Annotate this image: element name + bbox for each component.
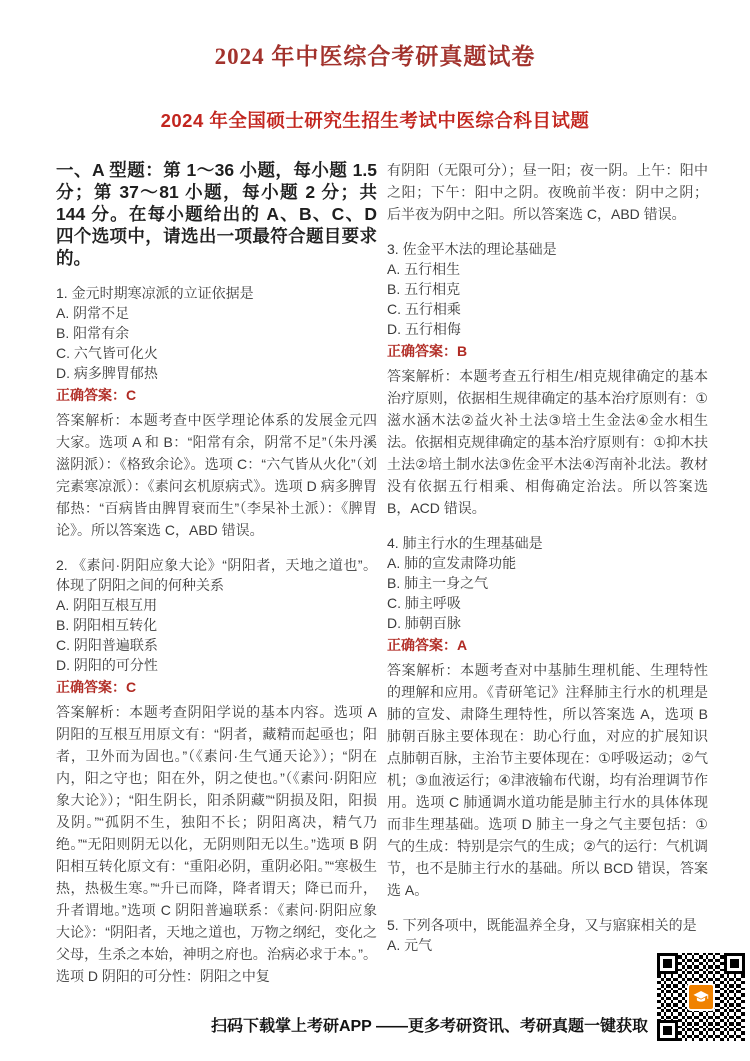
question-2-answer-line xyxy=(56,677,377,697)
graduation-cap-icon xyxy=(692,988,710,1006)
footer xyxy=(0,950,748,1044)
question-4-analysis: 答案解析：本题考查对中基肺生理机能、生理特性的理解和应用。《青研笔记》注释肺主行水的机理是肺的宣发、肃降生理特性，所以答案选 A，选项 B 肺朝百脉主要体现在：助心行血，对应的扩展知识点肺朝百脉，主治节主要体现在：①呼吸运动；②气机；③血液运行；④津液输布代谢，均有治理调节作用。选项 C 肺通调水道功能是肺主行水的具体体现而非生理基础。选项 D 肺主一身之气主要包括：①气的生成：特别是宗气的生成；②气的运行：气机调节，也不是肺主行水的基础。所以 BCD 错误，答案选 A。 xyxy=(387,662,708,898)
question-2-option-b: B. 阴阳相互转化 xyxy=(56,617,158,633)
question-5 xyxy=(387,915,708,955)
question-4-option-d: D. 肺朝百脉 xyxy=(387,615,461,631)
question-3-option-d: D. 五行相侮 xyxy=(387,321,461,337)
question-2-stem: 2. 《素问·阴阳应象大论》“阴阳者，天地之道也”。体现了阴阳之间的何种关系 xyxy=(56,557,377,593)
answer-label: 正确答案： xyxy=(387,343,457,359)
question-1 xyxy=(56,283,377,541)
question-3-answer-line xyxy=(387,341,708,361)
question-2-option-c: C. 阴阳普遍联系 xyxy=(56,637,158,653)
qr-finder-top-left xyxy=(657,953,678,974)
page-title: 2024 年中医综合考研真题试卷 xyxy=(214,44,536,69)
question-2-analysis: 答案解析：本题考查阴阳学说的基本内容。选项 A 阴阳的互根互用原文有：“阴者，藏精而起亟也；阳者，卫外而为固也。”（《素问·生气通天论》）；“阴在内，阳之守也；阳在外，阴之使也。”（《素问·阴阳应象大论》）；“阳生阴长，阳杀阴藏”“阴损及阳，阳损及阴。”“孤阴不生，独阳不长；阴阳离决，精气乃绝。”“无阳则阴无以化，无阴则阳无以生。”选项 B 阴阳相互转化原文有：“重阳必阴，重阴必阳。”“寒极生热，热极生寒。”“升已而降，降者谓天；降已而升，升者谓地。”选项 C 阴阳普遍联系：《素问·阴阳应象大论》：“阴阳者，天地之道也，万物之纲纪，变化之父母，生杀之本始，神明之府也。治病必求于本。”。选项 D 阴阳的可分性：阴阳之中复 xyxy=(56,704,377,984)
answer-label: 正确答案： xyxy=(56,679,126,695)
question-1-analysis: 答案解析：本题考查中医学理论体系的发展金元四大家。选项 A 和 B：“阳常有余，阴常不足”（朱丹溪滋阴派）：《格致余论》。选项 C：“六气皆从火化”（刘完素寒凉派）：《素问玄机原病式》。选项 D 病多脾胃郁热：“百病皆由脾胃衰而生”（李杲补土派）：《脾胃论》。所以答案选 C，ABD 错误。 xyxy=(56,412,377,538)
answer-value: A xyxy=(457,637,468,653)
question-3-option-b: B. 五行相克 xyxy=(387,281,461,297)
question-1-option-d: D. 病多脾胃郁热 xyxy=(56,365,158,381)
question-1-answer-line xyxy=(56,385,377,405)
qr-finder-bottom-left xyxy=(657,1020,678,1041)
question-2 xyxy=(56,555,377,987)
question-1-option-b: B. 阳常有余 xyxy=(56,325,130,341)
question-2-option-a: A. 阴阳互根互用 xyxy=(56,597,158,613)
right-column xyxy=(387,159,708,955)
question-3-analysis: 答案解析：本题考查五行相生/相克规律确定的基本治疗原则，依据相生规律确定的基本治疗原则有：①滋水涵木法②益火补土法③培土生金法④金水相生法。依据相克规律确定的基本治疗原则有：①抑木扶土法②培土制水法③佐金平木法④泻南补北法。教材没有依据五行相乘、相侮确定治法。所以答案选 B，ACD 错误。 xyxy=(387,368,708,516)
answer-label: 正确答案： xyxy=(387,637,457,653)
question-4-stem: 4. 肺主行水的生理基础是 xyxy=(387,535,543,551)
answer-value: B xyxy=(457,343,468,359)
app-logo-icon xyxy=(687,983,715,1011)
page-subtitle: 2024 年全国硕士研究生招生考试中医综合科目试题 xyxy=(160,110,590,131)
question-4-option-a: A. 肺的宣发肃降功能 xyxy=(387,555,517,571)
question-3-stem: 3. 佐金平木法的理论基础是 xyxy=(387,241,557,257)
question-4-option-c: C. 肺主呼吸 xyxy=(387,595,461,611)
question-2-option-d: D. 阴阳的可分性 xyxy=(56,657,158,673)
two-column-body xyxy=(0,133,750,987)
section-a-instructions: 一、A 型题：第 1～36 小题，每小题 1.5 分；第 37～81 小题，每小题 2 分；共 144 分。在每小题给出的 A、B、C、D 四个选项中，请选出一项最符合题目要求的。 xyxy=(56,160,377,268)
footer-caption: 扫码下载掌上考研APP ——更多考研资讯、考研真题一键获取 xyxy=(210,1018,648,1035)
question-1-option-a: A. 阴常不足 xyxy=(56,305,130,321)
question-4-answer-line xyxy=(387,635,708,655)
question-3 xyxy=(387,239,708,519)
question-5-option-a: A. 元气 xyxy=(387,937,433,953)
question-3-option-c: C. 五行相乘 xyxy=(387,301,461,317)
question-1-stem: 1. 金元时期寒凉派的立证依据是 xyxy=(56,285,254,301)
answer-value: C xyxy=(126,387,137,403)
question-1-option-c: C. 六气皆可化火 xyxy=(56,345,158,361)
qr-finder-top-right xyxy=(724,953,745,974)
question-3-option-a: A. 五行相生 xyxy=(387,261,461,277)
question-4-option-b: B. 肺主一身之气 xyxy=(387,575,489,591)
qr-code xyxy=(654,950,748,1044)
question-2-analysis-continued: 有阴阳（无限可分）；昼一阳；夜一阴。上午：阳中之阳；下午：阳中之阴。夜晚前半夜：阴中之阴；后半夜为阴中之阳。所以答案选 C，ABD 错误。 xyxy=(387,162,708,222)
question-4 xyxy=(387,533,708,901)
answer-value: C xyxy=(126,679,137,695)
left-column xyxy=(56,159,377,987)
answer-label: 正确答案： xyxy=(56,387,126,403)
question-5-stem: 5. 下列各项中，既能温养全身，又与寤寐相关的是 xyxy=(387,917,697,933)
